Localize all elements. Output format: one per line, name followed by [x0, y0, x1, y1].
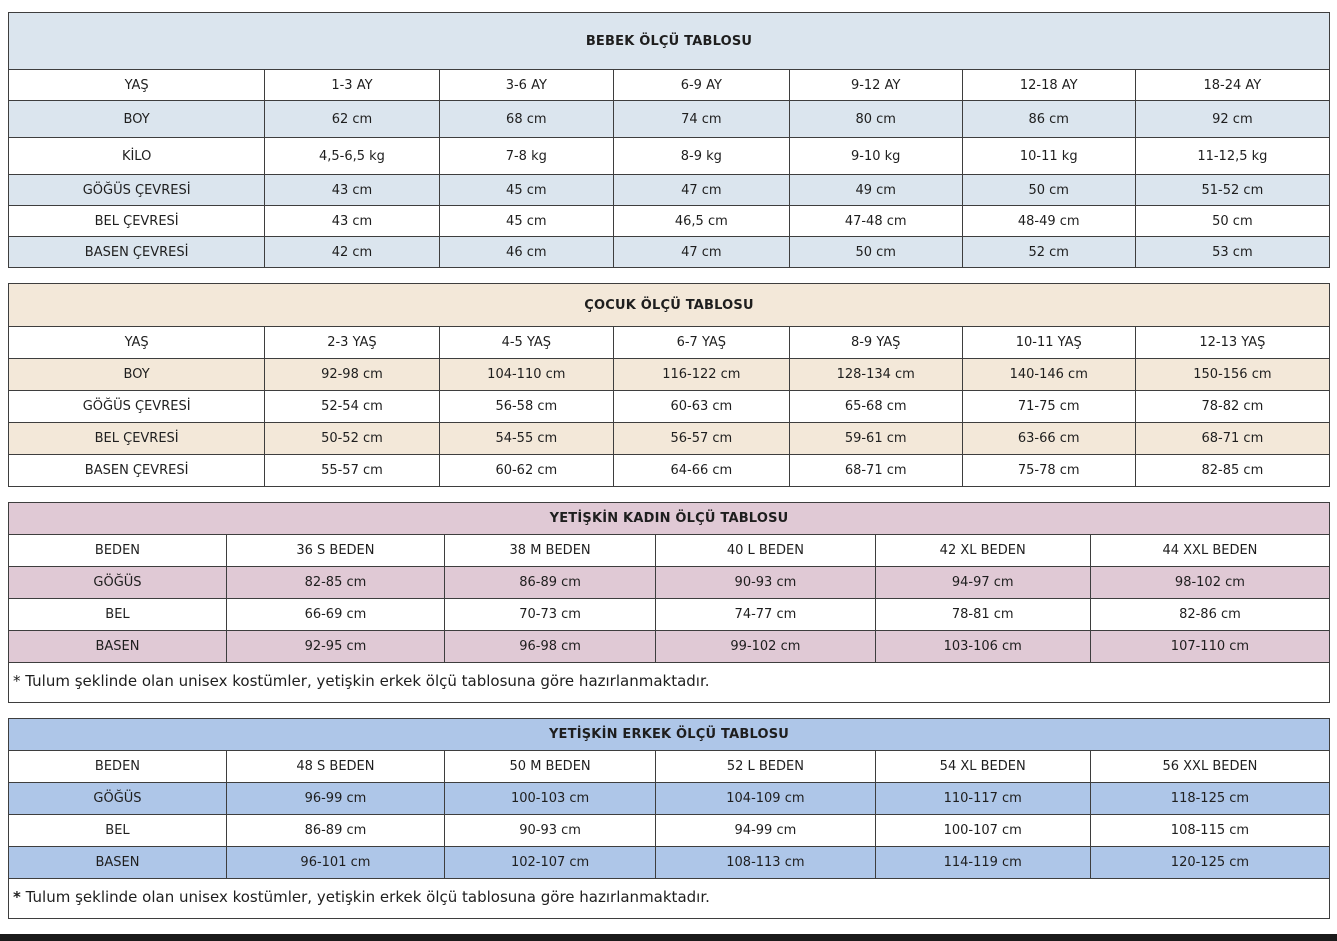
child-size-table: [8, 283, 1330, 487]
table-cell: 40 L BEDEN: [656, 535, 875, 567]
table-cell: 8-9 kg: [613, 138, 789, 175]
table-cell: 48 S BEDEN: [226, 751, 444, 783]
table-cell: 108-113 cm: [656, 847, 875, 879]
table-title: BEBEK ÖLÇÜ TABLOSU: [9, 13, 1330, 70]
table-cell: 82-86 cm: [1090, 599, 1329, 631]
table-footnote-row: [9, 663, 1330, 703]
table-row-yas: [9, 327, 1330, 359]
footnote-asterisk: *: [13, 671, 21, 690]
table-cell: 90-93 cm: [444, 815, 655, 847]
table-cell: 70-73 cm: [444, 599, 655, 631]
table-cell: 51-52 cm: [1135, 175, 1329, 206]
table-cell: 9-10 kg: [789, 138, 962, 175]
table-row-kilo: [9, 138, 1330, 175]
table-cell: 92 cm: [1135, 101, 1329, 138]
row-label: BASEN: [9, 847, 227, 879]
table-cell: 11-12,5 kg: [1135, 138, 1329, 175]
table-cell: 4,5-6,5 kg: [265, 138, 439, 175]
row-label: BEL ÇEVRESİ: [9, 423, 265, 455]
row-label: BOY: [9, 101, 265, 138]
table-cell: 6-9 AY: [613, 70, 789, 101]
table-cell: 108-115 cm: [1090, 815, 1329, 847]
row-label: BEDEN: [9, 535, 227, 567]
table-title-row: [9, 719, 1330, 751]
table-cell: 53 cm: [1135, 237, 1329, 268]
table-cell: 43 cm: [265, 206, 439, 237]
row-label: BASEN: [9, 631, 227, 663]
row-label: BEL: [9, 815, 227, 847]
table-cell: 104-109 cm: [656, 783, 875, 815]
table-cell: 103-106 cm: [875, 631, 1090, 663]
table-row-gogus: [9, 783, 1330, 815]
table-cell: 78-81 cm: [875, 599, 1090, 631]
table-cell: 8-9 YAŞ: [789, 327, 962, 359]
table-cell: 107-110 cm: [1090, 631, 1329, 663]
table-row-bel-cevresi: [9, 423, 1330, 455]
adult-men-size-table: [8, 718, 1330, 919]
table-cell: 12-13 YAŞ: [1135, 327, 1329, 359]
table-cell: 45 cm: [439, 175, 613, 206]
table-row-basen: [9, 631, 1330, 663]
table-cell: 116-122 cm: [613, 359, 789, 391]
table-row-bel: [9, 599, 1330, 631]
table-row-gogus: [9, 567, 1330, 599]
table-cell: 98-102 cm: [1090, 567, 1329, 599]
table-title: ÇOCUK ÖLÇÜ TABLOSU: [9, 284, 1330, 327]
table-cell: 44 XXL BEDEN: [1090, 535, 1329, 567]
table-cell: 50-52 cm: [265, 423, 439, 455]
table-cell: 50 cm: [962, 175, 1135, 206]
table-row-beden: [9, 535, 1330, 567]
table-cell: 10-11 YAŞ: [962, 327, 1135, 359]
row-label: GÖĞÜS ÇEVRESİ: [9, 391, 265, 423]
table-cell: 96-101 cm: [226, 847, 444, 879]
footnote-text: Tulum şeklinde olan unisex kostümler, yetişkin erkek ölçü tablosuna göre hazırlanmaktadır.: [25, 887, 710, 906]
table-row-basen: [9, 847, 1330, 879]
table-row-boy: [9, 359, 1330, 391]
table-cell: 92-98 cm: [265, 359, 439, 391]
table-cell: 59-61 cm: [789, 423, 962, 455]
row-label: BASEN ÇEVRESİ: [9, 237, 265, 268]
table-cell: 62 cm: [265, 101, 439, 138]
table-cell: 56-58 cm: [439, 391, 613, 423]
table-cell: 63-66 cm: [962, 423, 1135, 455]
table-cell: 60-63 cm: [613, 391, 789, 423]
table-cell: 114-119 cm: [875, 847, 1090, 879]
table-cell: 78-82 cm: [1135, 391, 1329, 423]
table-cell: 64-66 cm: [613, 455, 789, 487]
table-title: YETİŞKİN KADIN ÖLÇÜ TABLOSU: [9, 503, 1330, 535]
table-cell: 50 M BEDEN: [444, 751, 655, 783]
table-cell: 65-68 cm: [789, 391, 962, 423]
table-cell: 94-97 cm: [875, 567, 1090, 599]
table-cell: 50 cm: [1135, 206, 1329, 237]
table-cell: 50 cm: [789, 237, 962, 268]
table-cell: 10-11 kg: [962, 138, 1135, 175]
table-cell: 118-125 cm: [1090, 783, 1329, 815]
table-cell: 71-75 cm: [962, 391, 1135, 423]
table-cell: 150-156 cm: [1135, 359, 1329, 391]
table-footnote: [9, 663, 1330, 703]
table-cell: 54 XL BEDEN: [875, 751, 1090, 783]
row-label: YAŞ: [9, 70, 265, 101]
table-cell: 52 L BEDEN: [656, 751, 875, 783]
table-cell: 2-3 YAŞ: [265, 327, 439, 359]
table-cell: 86 cm: [962, 101, 1135, 138]
table-title-row: [9, 13, 1330, 70]
table-row-bel-cevresi: [9, 206, 1330, 237]
table-cell: 102-107 cm: [444, 847, 655, 879]
table-cell: 42 cm: [265, 237, 439, 268]
footnote-asterisk: *: [13, 887, 21, 906]
table-cell: 80 cm: [789, 101, 962, 138]
table-cell: 96-99 cm: [226, 783, 444, 815]
table-cell: 45 cm: [439, 206, 613, 237]
row-label: GÖĞÜS ÇEVRESİ: [9, 175, 265, 206]
table-row-boy: [9, 101, 1330, 138]
table-cell: 68 cm: [439, 101, 613, 138]
table-cell: 100-107 cm: [875, 815, 1090, 847]
table-cell: 86-89 cm: [444, 567, 655, 599]
table-cell: 1-3 AY: [265, 70, 439, 101]
table-cell: 110-117 cm: [875, 783, 1090, 815]
row-label: KİLO: [9, 138, 265, 175]
table-cell: 94-99 cm: [656, 815, 875, 847]
table-cell: 96-98 cm: [444, 631, 655, 663]
row-label: BOY: [9, 359, 265, 391]
table-cell: 128-134 cm: [789, 359, 962, 391]
row-label: BEDEN: [9, 751, 227, 783]
bottom-divider-bar: [0, 934, 1337, 941]
table-cell: 12-18 AY: [962, 70, 1135, 101]
row-label: GÖĞÜS: [9, 783, 227, 815]
table-footnote: [9, 879, 1330, 919]
table-row-bel: [9, 815, 1330, 847]
table-cell: 42 XL BEDEN: [875, 535, 1090, 567]
table-cell: 47 cm: [613, 237, 789, 268]
table-cell: 49 cm: [789, 175, 962, 206]
table-cell: 52-54 cm: [265, 391, 439, 423]
adult-women-size-table: [8, 502, 1330, 703]
row-label: YAŞ: [9, 327, 265, 359]
table-cell: 140-146 cm: [962, 359, 1135, 391]
row-label: GÖĞÜS: [9, 567, 227, 599]
table-cell: 75-78 cm: [962, 455, 1135, 487]
table-cell: 54-55 cm: [439, 423, 613, 455]
table-cell: 74 cm: [613, 101, 789, 138]
table-cell: 92-95 cm: [226, 631, 444, 663]
table-cell: 43 cm: [265, 175, 439, 206]
table-row-beden: [9, 751, 1330, 783]
table-title-row: [9, 284, 1330, 327]
table-cell: 104-110 cm: [439, 359, 613, 391]
table-row-basen-cevresi: [9, 455, 1330, 487]
table-cell: 90-93 cm: [656, 567, 875, 599]
table-row-basen-cevresi: [9, 237, 1330, 268]
table-cell: 55-57 cm: [265, 455, 439, 487]
row-label: BEL ÇEVRESİ: [9, 206, 265, 237]
table-cell: 86-89 cm: [226, 815, 444, 847]
table-cell: 74-77 cm: [656, 599, 875, 631]
table-cell: 52 cm: [962, 237, 1135, 268]
table-cell: 68-71 cm: [1135, 423, 1329, 455]
table-cell: 47 cm: [613, 175, 789, 206]
table-footnote-row: [9, 879, 1330, 919]
table-cell: 4-5 YAŞ: [439, 327, 613, 359]
table-cell: 7-8 kg: [439, 138, 613, 175]
table-cell: 68-71 cm: [789, 455, 962, 487]
table-cell: 48-49 cm: [962, 206, 1135, 237]
table-cell: 38 M BEDEN: [444, 535, 655, 567]
row-label: BEL: [9, 599, 227, 631]
table-cell: 6-7 YAŞ: [613, 327, 789, 359]
table-cell: 66-69 cm: [226, 599, 444, 631]
row-label: BASEN ÇEVRESİ: [9, 455, 265, 487]
table-cell: 9-12 AY: [789, 70, 962, 101]
table-title-row: [9, 503, 1330, 535]
table-cell: 100-103 cm: [444, 783, 655, 815]
table-cell: 18-24 AY: [1135, 70, 1329, 101]
table-cell: 46,5 cm: [613, 206, 789, 237]
table-cell: 3-6 AY: [439, 70, 613, 101]
table-cell: 120-125 cm: [1090, 847, 1329, 879]
table-cell: 60-62 cm: [439, 455, 613, 487]
table-row-yas: [9, 70, 1330, 101]
table-cell: 99-102 cm: [656, 631, 875, 663]
table-cell: 46 cm: [439, 237, 613, 268]
footnote-text: Tulum şeklinde olan unisex kostümler, yetişkin erkek ölçü tablosuna göre hazırlanmaktadır.: [25, 671, 710, 690]
table-cell: 82-85 cm: [1135, 455, 1329, 487]
table-cell: 56-57 cm: [613, 423, 789, 455]
table-cell: 36 S BEDEN: [226, 535, 444, 567]
table-cell: 47-48 cm: [789, 206, 962, 237]
table-row-gogus-cevresi: [9, 175, 1330, 206]
baby-size-table: [8, 12, 1330, 268]
table-title: YETİŞKİN ERKEK ÖLÇÜ TABLOSU: [9, 719, 1330, 751]
table-cell: 56 XXL BEDEN: [1090, 751, 1329, 783]
table-row-gogus-cevresi: [9, 391, 1330, 423]
table-cell: 82-85 cm: [226, 567, 444, 599]
